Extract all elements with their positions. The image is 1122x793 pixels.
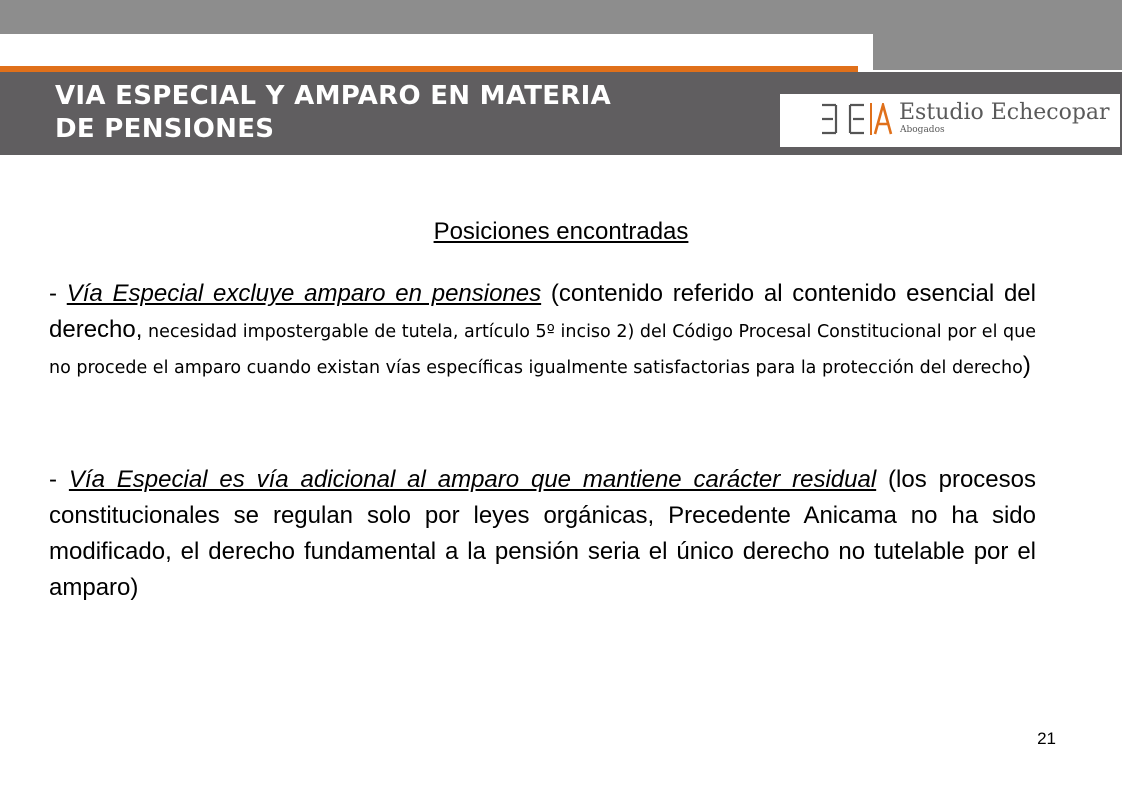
bullet-dash-2: - [49,466,69,493]
page-number: 21 [1037,729,1056,748]
paragraph-2-text: (los procesos constitucionales se regulan solo por leyes orgánicas, Precedente Anicama no ha sido modificado, el derecho fundamental a la pensión seria el único derecho no tutelable por el amparo) [49,466,1036,601]
paragraph-1-close: ) [1022,352,1031,379]
paragraph-1-text-a: (contenido referido al contenido esencial del derecho, [49,280,1036,343]
top-band [0,0,1122,34]
paragraph-2 [49,462,1036,606]
slide-title [55,80,611,146]
logo-text: Estudio Echecopar [899,100,1110,125]
slide-title-line2: DE PENSIONES [55,114,275,144]
bullet-dash-1: - [49,280,67,307]
paragraph-1-text-b: necesidad impostergable de tutela, artículo 5º inciso 2) del Código Procesal Constitucional por el que no procede el amparo cuando existan vías específicas igualmente satisfactorias para la protección del derecho [49,322,1036,378]
paragraph-2-emphasis: Vía Especial es vía adicional al amparo que mantiene carácter residual [68,466,877,493]
paragraph-1 [49,276,1036,384]
section-heading: Posiciones encontradas [433,218,689,245]
echecopar-logo-icon [820,103,896,135]
header-right-block [873,34,1122,70]
slide-title-line1: VIA ESPECIAL Y AMPARO EN MATERIA [55,81,612,111]
paragraph-1-emphasis: Vía Especial excluye amparo en pensiones [66,280,542,307]
logo-subtext: Abogados [900,125,945,135]
